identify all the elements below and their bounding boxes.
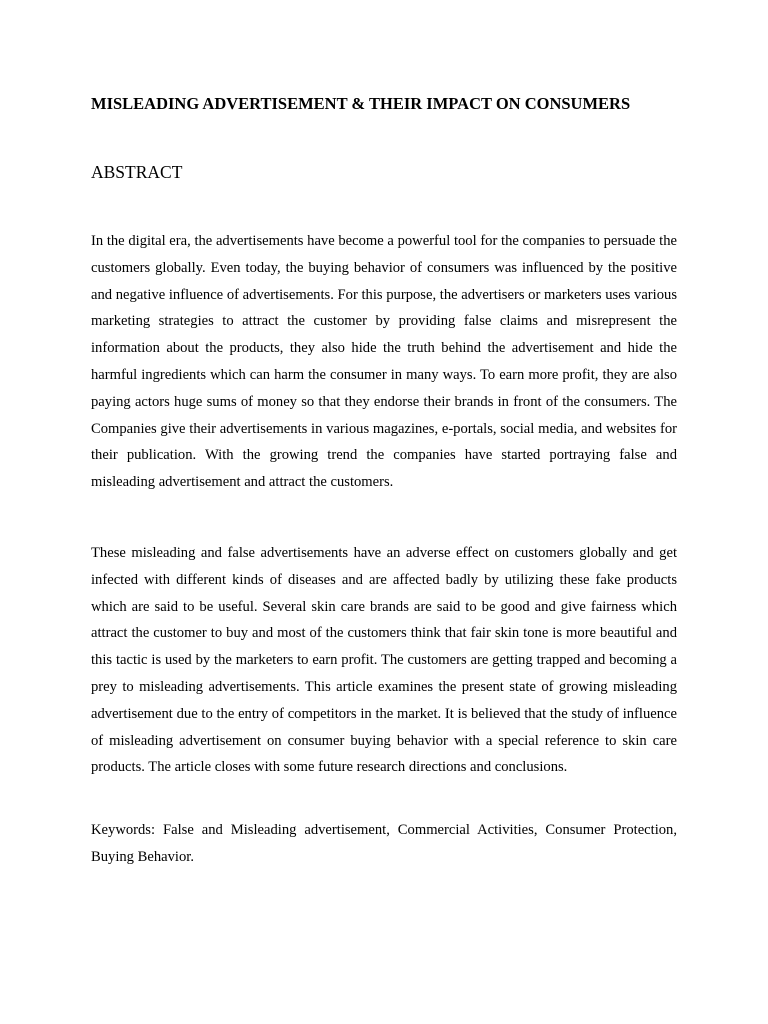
abstract-paragraph-2: These misleading and false advertisements have an adverse effect on customers globally and get infected with different kinds of diseases and are affected badly by utilizing these fake products which are said to be useful. Several skin care brands are said to be good and give fairness which attract the customer to buy and most of the customers think that fair skin tone is more beautiful and this tactic is used by the marketers to earn profit. The customers are getting trapped and becoming a prey to misleading advertisements. This article examines the present state of growing misleading advertisement due to the entry of competitors in the market. It is believed that the study of influence of misleading advertisement on consumer buying behavior with a special reference to skin care products. The article closes with some future research directions and conclusions. <box>91 545 677 776</box>
keywords-paragraph: Keywords: False and Misleading advertisement, Commercial Activities, Consumer Protection, Buying Behavior. <box>91 822 677 865</box>
abstract-paragraph-1: In the digital era, the advertisements have become a powerful tool for the companies to persuade the customers globally. Even today, the buying behavior of consumers was influenced by the positive and negative influence of advertisements. For this purpose, the advertisers or marketers uses various marketing strategies to attract the customer by providing false claims and misrepresent the information about the products, they also hide the truth behind the advertisement and hide the harmful ingredients which can harm the consumer in many ways. To earn more profit, they are also paying actors huge sums of money so that they endorse their brands in front of the consumers. The Companies give their advertisements in various magazines, e-portals, social media, and websites for their publication. With the growing trend the companies have started portraying false and misleading advertisement and attract the customers. <box>91 233 677 491</box>
document-title: MISLEADING ADVERTISEMENT & THEIR IMPACT ON CONSUMERS <box>91 94 631 113</box>
abstract-heading: ABSTRACT <box>91 162 183 182</box>
